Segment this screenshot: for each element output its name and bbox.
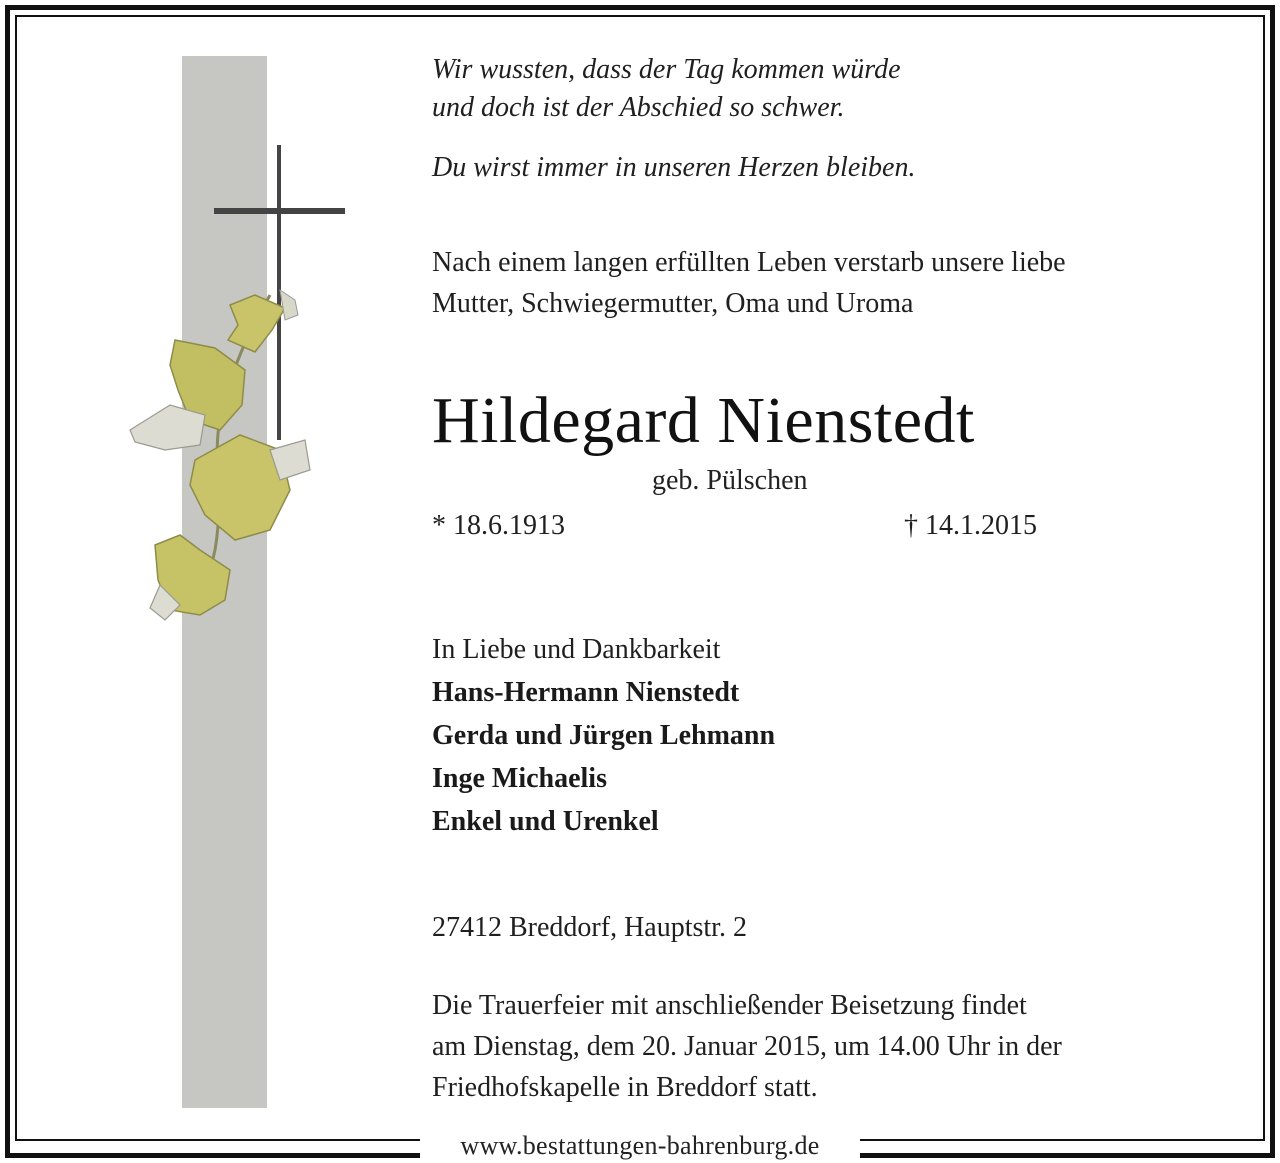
ceremony-line-2: am Dienstag, dem 20. Januar 2015, um 14.00 Uhr in der: [432, 1031, 1062, 1062]
intro-line-1: Nach einem langen erfüllten Leben verstarb unsere liebe: [432, 247, 1066, 278]
verse-line-2: und doch ist der Abschied so schwer.: [432, 92, 845, 123]
birth-name: geb. Pülschen: [652, 465, 808, 496]
footer-website-link[interactable]: www.bestattungen-bahrenburg.de: [460, 1131, 820, 1160]
birth-date: * 18.6.1913: [432, 510, 565, 541]
intro-line-2: Mutter, Schwiegermutter, Oma und Uroma: [432, 288, 914, 319]
mourner-name: Inge Michaelis: [432, 763, 607, 794]
family-address: 27412 Breddorf, Hauptstr. 2: [432, 912, 747, 943]
deceased-name: Hildegard Nienstedt: [432, 384, 975, 457]
ceremony-line-3: Friedhofskapelle in Breddorf statt.: [432, 1072, 818, 1103]
mourner-name: Enkel und Urenkel: [432, 806, 659, 837]
mourner-name: Gerda und Jürgen Lehmann: [432, 720, 776, 751]
verse-line-1: Wir wussten, dass der Tag kommen würde: [432, 54, 901, 85]
verse-line-3: Du wirst immer in unseren Herzen bleiben.: [432, 152, 916, 183]
cross-with-ivy-icon: [120, 130, 360, 630]
mourners-intro: In Liebe und Dankbarkeit: [432, 634, 721, 665]
cross-horizontal-beam: [214, 208, 345, 214]
death-date: † 14.1.2015: [904, 510, 1037, 541]
mourner-name: Hans-Hermann Nienstedt: [432, 677, 740, 708]
ceremony-line-1: Die Trauerfeier mit anschließender Beisetzung findet: [432, 990, 1027, 1021]
ivy-leaves-icon: [130, 290, 310, 620]
